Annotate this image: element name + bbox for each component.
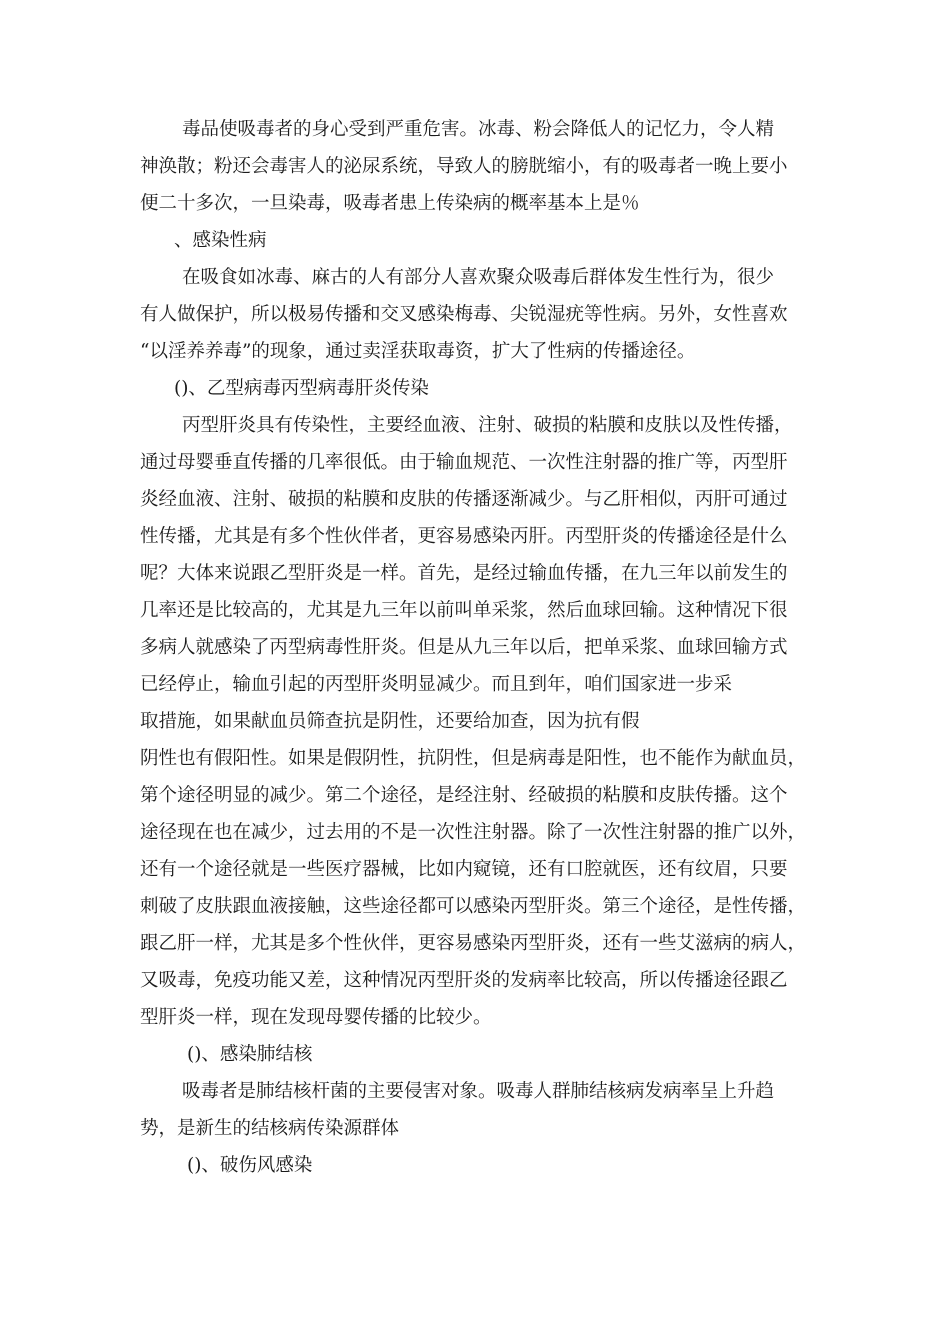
paragraph-line: 有人做保护，所以极易传播和交叉感染梅毒、尖锐湿疣等性病。另外，女性喜欢 bbox=[140, 304, 788, 325]
paragraph-line: 通过母婴垂直传播的几率很低。由于输血规范、一次性注射器的推广等，丙型肝 bbox=[140, 452, 788, 473]
paragraph-line: 呢？大体来说跟乙型肝炎是一样。首先，是经过输血传播，在九三年以前发生的 bbox=[140, 563, 788, 584]
paragraph-line: 势，是新生的结核病传染源群体 bbox=[140, 1118, 400, 1139]
paragraph-line: 丙型肝炎具有传染性，主要经血液、注射、破损的粘膜和皮肤以及性传播， bbox=[182, 415, 793, 436]
paragraph-line: 阴性也有假阳性。如果是假阴性，抗阴性，但是病毒是阳性，也不能作为献血员， bbox=[140, 748, 807, 769]
paragraph-line: 神涣散；粉还会毒害人的泌尿系统，导致人的膀胱缩小，有的吸毒者一晚上要小 bbox=[140, 156, 788, 177]
paragraph-line: 刺破了皮肤跟血液接触，这些途径都可以感染丙型肝炎。第三个途径，是性传播， bbox=[140, 896, 807, 917]
paragraph-line: “以淫养养毒”的现象，通过卖淫获取毒资，扩大了性病的传播途径。 bbox=[140, 341, 696, 362]
paragraph-line: 在吸食如冰毒、麻古的人有部分人喜欢聚众吸毒后群体发生性行为，很少 bbox=[182, 267, 775, 288]
paragraph-line: 便二十多次，一旦染毒，吸毒者患上传染病的概率基本上是％ bbox=[140, 193, 640, 214]
paragraph-line: 跟乙肝一样，尤其是多个性伙伴，更容易感染丙型肝炎，还有一些艾滋病的病人， bbox=[140, 933, 807, 954]
section-heading: ()、破伤风感染 bbox=[187, 1155, 313, 1176]
section-heading: 、感染性病 bbox=[174, 230, 267, 251]
paragraph-line: 毒品使吸毒者的身心受到严重危害。冰毒、粉会降低人的记忆力，令人精 bbox=[182, 119, 775, 140]
paragraph-line: 型肝炎一样，现在发现母婴传播的比较少。 bbox=[140, 1007, 492, 1028]
paragraph-line: 多病人就感染了丙型病毒性肝炎。但是从九三年以后，把单采浆、血球回输方式 bbox=[140, 637, 788, 658]
paragraph-line: 途径现在也在减少，过去用的不是一次性注射器。除了一次性注射器的推广以外， bbox=[140, 822, 807, 843]
paragraph-line: 又吸毒，免疫功能又差，这种情况丙型肝炎的发病率比较高，所以传播途径跟乙 bbox=[140, 970, 788, 991]
section-heading: ()、乙型病毒丙型病毒肝炎传染 bbox=[174, 378, 429, 399]
paragraph-line: 几率还是比较高的，尤其是九三年以前叫单采浆，然后血球回输。这种情况下很 bbox=[140, 600, 788, 621]
section-heading: ()、感染肺结核 bbox=[187, 1044, 313, 1065]
paragraph-line: 还有一个途径就是一些医疗器械，比如内窥镜，还有口腔就医，还有纹眉，只要 bbox=[140, 859, 788, 880]
paragraph-line: 已经停止，输血引起的丙型肝炎明显减少。而且到年，咱们国家进一步采 bbox=[140, 674, 733, 695]
paragraph-line: 炎经血液、注射、破损的粘膜和皮肤的传播逐渐减少。与乙肝相似，丙肝可通过 bbox=[140, 489, 788, 510]
paragraph-line: 取措施，如果献血员筛查抗是阴性，还要给加查，因为抗有假 bbox=[140, 711, 640, 732]
paragraph-line: 吸毒者是肺结核杆菌的主要侵害对象。吸毒人群肺结核病发病率呈上升趋 bbox=[182, 1081, 775, 1102]
paragraph-line: 性传播，尤其是有多个性伙伴者，更容易感染丙肝。丙型肝炎的传播途径是什么 bbox=[140, 526, 788, 547]
paragraph-line: 第个途径明显的减少。第二个途径，是经注射、经破损的粘膜和皮肤传播。这个 bbox=[140, 785, 788, 806]
